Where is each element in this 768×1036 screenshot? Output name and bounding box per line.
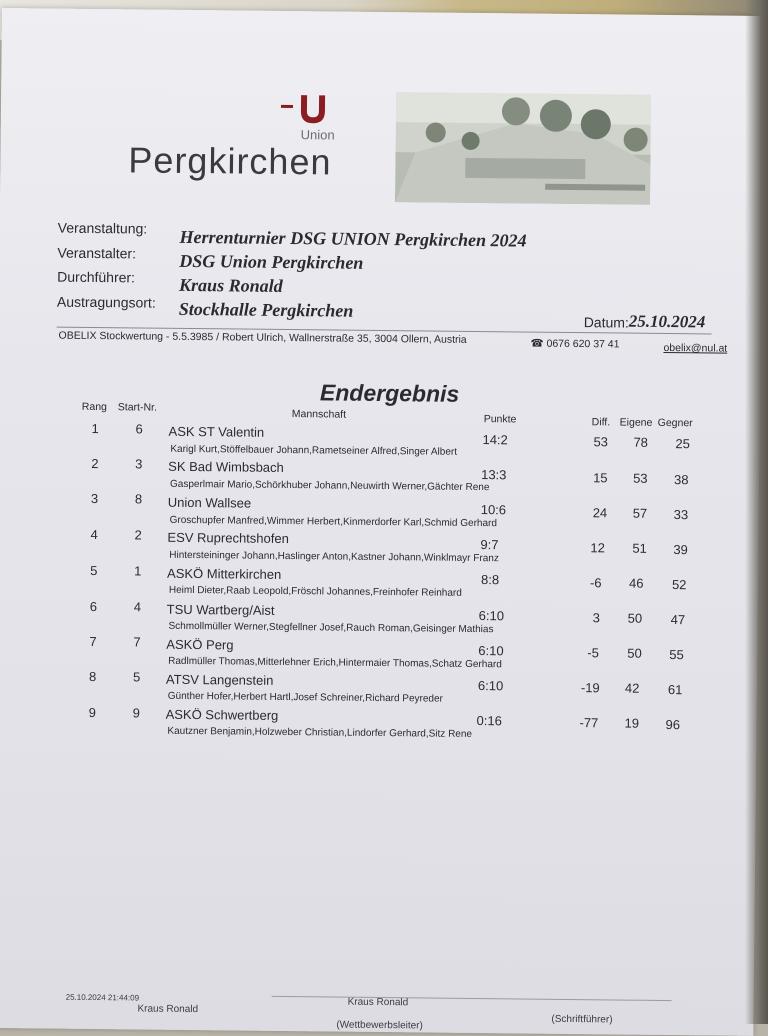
background-right-edge [745, 0, 768, 1024]
row-5-team: ASKÖ Mitterkirchen [167, 565, 282, 582]
row-6-own: 50 [627, 610, 643, 626]
union-logo-icon [279, 93, 339, 128]
label-organizer: Veranstalter: [57, 244, 137, 262]
role-right: (Schriftführer) [551, 1013, 613, 1026]
row-7-own: 50 [627, 645, 642, 661]
col-own: Eigene [619, 416, 653, 429]
row-3-own: 57 [632, 505, 648, 521]
value-organizer: DSG Union Pergkirchen [179, 250, 364, 273]
row-7-team: ASKÖ Perg [166, 636, 234, 653]
row-7-diff: -5 [587, 645, 599, 661]
results-title: Endergebnis [319, 379, 460, 407]
col-opp: Gegner [657, 416, 693, 430]
row-1-opp: 25 [675, 436, 691, 452]
row-5-rank: 5 [90, 562, 98, 579]
value-venue: Stockhalle Pergkirchen [178, 298, 354, 321]
row-5-opp: 52 [671, 577, 687, 593]
row-8-players: Günther Hofer,Herbert Hartl,Josef Schreiner,Richard Peyreder [167, 690, 443, 705]
row-7-points: 6:10 [478, 643, 504, 659]
print-timestamp: 25.10.2024 21:44:09 [65, 992, 140, 1003]
row-2-opp: 38 [674, 472, 689, 488]
row-9-points: 0:16 [476, 713, 502, 729]
row-4-team: ESV Ruprechtshofen [167, 529, 289, 547]
row-4-players: Hintersteininger Johann,Haslinger Anton,Kastner Johann,Winklmayr Franz [169, 549, 499, 565]
row-7-rank: 7 [89, 633, 97, 650]
row-3-players: Groschupfer Manfred,Wimmer Herbert,Kinmerdorfer Karl,Schmid Gerhard [169, 514, 498, 530]
email-link[interactable]: obelix@nul.at [663, 341, 728, 355]
row-7-opp: 55 [669, 647, 684, 663]
row-9-own: 19 [624, 715, 640, 731]
row-8-start: 5 [132, 669, 141, 685]
label-date: Datum: [583, 314, 629, 331]
row-5-start: 1 [134, 563, 142, 579]
row-8-opp: 61 [667, 682, 683, 698]
value-date: 25.10.2024 [628, 311, 706, 332]
row-9-team: ASKÖ Schwertberg [165, 706, 279, 723]
sports-hall-photo-icon [395, 92, 651, 205]
row-8-rank: 8 [88, 668, 97, 685]
row-2-players: Gasperlmair Mario,Schörkhuber Johann,Neuwirth Werner,Gächter Rene [169, 478, 490, 494]
col-team: Mannschaft [291, 408, 347, 421]
row-9-opp: 96 [665, 716, 681, 733]
row-2-start: 3 [135, 456, 143, 472]
row-9-start: 9 [132, 705, 140, 721]
row-1-start: 6 [135, 421, 143, 437]
signature-name-center: Kraus Ronald [347, 996, 409, 1009]
row-5-own: 46 [628, 575, 644, 591]
row-6-opp: 47 [670, 612, 686, 628]
signature-name-left: Kraus Ronald [137, 1003, 199, 1016]
row-2-diff: 15 [593, 470, 608, 486]
row-6-points: 6:10 [478, 608, 505, 624]
row-3-diff: 24 [592, 505, 608, 521]
row-9-rank: 9 [88, 704, 96, 721]
row-2-points: 13:3 [481, 467, 507, 483]
value-executor: Kraus Ronald [179, 274, 283, 296]
row-5-diff: -6 [589, 575, 602, 591]
row-4-opp: 39 [673, 542, 688, 558]
row-6-start: 4 [133, 599, 142, 615]
row-9-diff: -77 [579, 715, 599, 731]
row-1-team: ASK ST Valentin [168, 423, 265, 440]
row-5-points: 8:8 [480, 572, 500, 588]
row-2-own: 53 [633, 470, 648, 486]
label-executor: Durchführer: [57, 268, 136, 286]
row-6-diff: 3 [592, 610, 600, 626]
row-4-diff: 12 [590, 540, 605, 556]
row-7-start: 7 [133, 634, 141, 650]
row-3-rank: 3 [90, 490, 99, 507]
row-8-own: 42 [624, 680, 640, 696]
row-1-points: 14:2 [482, 432, 508, 448]
club-name: Pergkirchen [128, 139, 332, 183]
row-4-own: 51 [632, 540, 647, 556]
row-4-points: 9:7 [480, 537, 499, 553]
row-3-opp: 33 [673, 507, 689, 523]
row-3-points: 10:6 [480, 502, 507, 518]
value-event: Herrenturnier DSG UNION Pergkirchen 2024 [179, 226, 527, 251]
row-7-players: Radlmüller Thomas,Mitterlehner Erich,Hintermaier Thomas,Schatz Gerhard [168, 655, 502, 671]
col-points: Punkte [483, 413, 517, 426]
row-4-rank: 4 [90, 526, 98, 543]
row-5-players: Heiml Dieter,Raab Leopold,Fröschl Johannes,Freinhofer Reinhard [168, 584, 462, 599]
row-8-points: 6:10 [477, 678, 504, 694]
row-6-team: TSU Wartberg/Aist [166, 601, 275, 618]
row-6-rank: 6 [89, 598, 98, 615]
row-8-diff: -19 [580, 680, 600, 696]
col-start: Start-Nr. [117, 401, 157, 414]
row-8-team: ATSV Langenstein [165, 671, 274, 688]
role-center: (Wettbewerbsleiter) [336, 1019, 423, 1032]
result-sheet [0, 8, 764, 1036]
row-2-rank: 2 [91, 455, 99, 472]
row-3-team: Union Wallsee [167, 494, 252, 511]
row-1-players: Karigl Kurt,Stöffelbauer Johann,Rametseiner Alfred,Singer Albert [170, 443, 458, 458]
col-diff: Diff. [591, 416, 611, 429]
signature-line [272, 996, 672, 1001]
row-6-players: Schmollmüller Werner,Stegfellner Josef,Rauch Roman,Geisinger Mathias [168, 620, 494, 636]
row-1-diff: 53 [593, 434, 609, 450]
label-event: Veranstaltung: [57, 219, 148, 237]
phone-number: ☎ 0676 620 37 41 [530, 337, 620, 351]
row-1-rank: 1 [91, 420, 99, 437]
row-4-start: 2 [134, 527, 142, 543]
label-venue: Austragungsort: [56, 293, 156, 311]
software-credit: OBELIX Stockwertung - 5.5.3985 / Robert Ulrich, Wallnerstraße 35, 3004 Ollern, Austria [58, 329, 467, 346]
row-9-players: Kautzner Benjamin,Holzweber Christian,Lindorfer Gerhard,Sitz Rene [167, 725, 473, 740]
row-2-team: SK Bad Wimbsbach [168, 458, 284, 475]
logo-union-text: Union [300, 127, 335, 143]
row-1-own: 78 [633, 434, 649, 450]
col-rank: Rang [81, 400, 107, 414]
row-3-start: 8 [134, 491, 143, 507]
